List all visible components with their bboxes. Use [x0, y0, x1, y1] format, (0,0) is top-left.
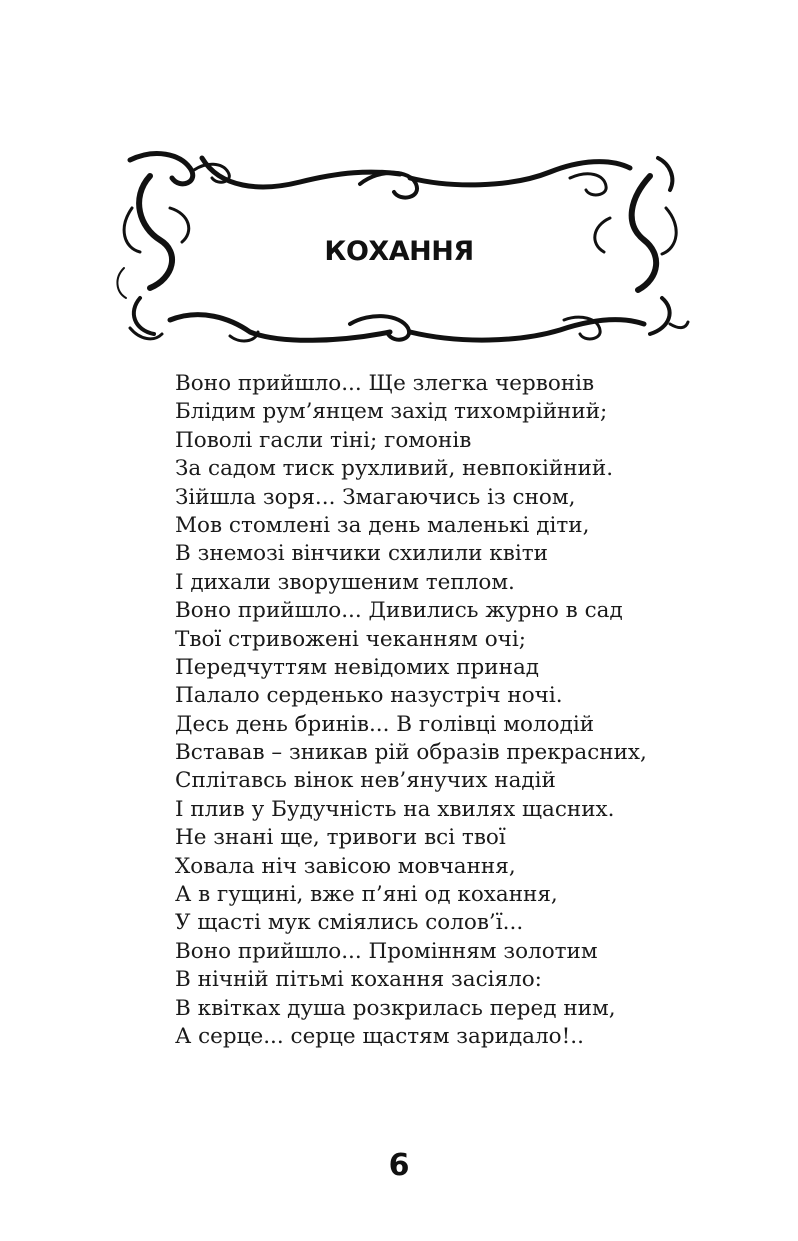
poem-line: Твої стривожені чеканням очі; — [175, 626, 526, 652]
poem-line: Вставав – зникав рій образів прекрасних, — [175, 740, 647, 766]
poem-line: У щасті мук сміялись солов’ї... — [175, 910, 524, 936]
poem-line: Мов стомлені за день маленькі діти, — [175, 512, 590, 538]
poem-line: Воно прийшло... Ще злегка червонів — [175, 371, 595, 396]
poem-line: В нічній пітьмі кохання засіяло: — [175, 967, 542, 993]
poem-line: А в гущині, вже п’яні од кохання, — [175, 882, 558, 908]
poem-line: Воно прийшло... Дивились журно в сад — [175, 598, 623, 624]
poem-line: В квітках душа розкрилась перед ним, — [175, 995, 616, 1021]
poem-line: Палало серденько назустріч ночі. — [175, 683, 563, 709]
page-number: 6 — [388, 1148, 410, 1183]
poem-line: І дихали зворушеним теплом. — [175, 569, 515, 595]
poem-line: В знемозі вінчики схилили квіти — [175, 541, 548, 567]
poem-line: Ховала ніч завісою мовчання, — [175, 853, 516, 879]
poem-line: Зійшла зоря... Змагаючись із сном, — [175, 484, 576, 510]
poem-line: Передчуттям невідомих принад — [175, 654, 540, 680]
poem-line: За садом тиск рухливий, невпокійний. — [175, 456, 614, 482]
poem-line: А серце... серце щастям заридало!.. — [175, 1023, 584, 1049]
page-title: КОХАННЯ — [324, 236, 474, 267]
poem-line: Поволі гасли тіні; гомонів — [175, 427, 472, 453]
poem-line: Воно прийшло... Промінням золотим — [175, 938, 598, 964]
poem-line: І плив у Будучність на хвилях щасних. — [175, 796, 615, 822]
poem-line: Десь день бринів... В голівці молодій — [175, 711, 595, 737]
poem-body — [175, 370, 735, 1051]
poem-line: Блідим рум’янцем захід тихомрійний; — [175, 399, 608, 425]
poem-line: Не знані ще, тривоги всі твої — [175, 825, 506, 851]
poem-line: Сплітавсь вінок нев’янучих надій — [175, 768, 556, 794]
